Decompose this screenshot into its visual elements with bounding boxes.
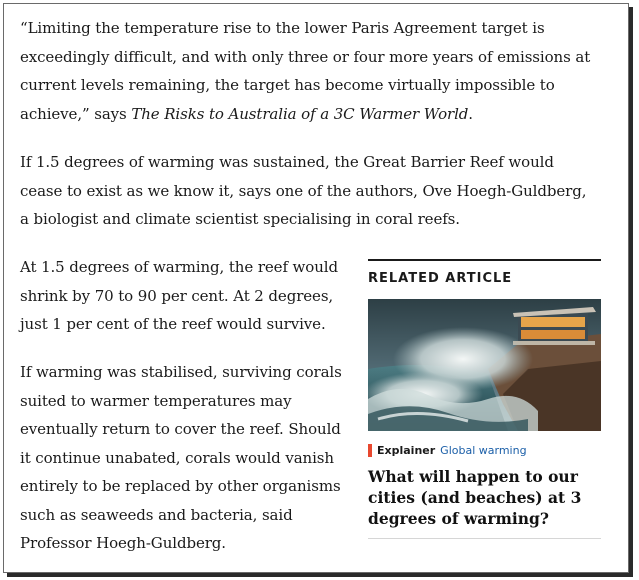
related-bottom-rule	[368, 538, 601, 539]
related-article-image[interactable]	[368, 299, 601, 431]
topic-link-global-warming[interactable]: Global warming	[440, 443, 527, 457]
article-paragraph-4: If warming was stabilised, surviving corals suited to warmer temperatures may eventually return to cover the reef. Should it continue unabated, corals would vanish entirely to be replaced by other organisms such as seaweeds and bacteria, said Professor Hoegh-Guldberg.	[20, 363, 342, 552]
article-paragraph-2: If 1.5 degrees of warming was sustained, the Great Barrier Reef would cease to exist as we know it, says one of the authors, Ove Hoegh-Guldberg, a biologist and climate scientist specialising in coral reefs.	[20, 153, 587, 228]
related-top-rule	[368, 259, 601, 261]
paragraph-1-text: “Limiting the temperature rise to the lower Paris Agreement target is exceedingly difficult, and with only three or four more years of emissions at current levels remaining, the target has become virtually impossible to achieve,” says	[20, 19, 591, 123]
article-paragraph-3: At 1.5 degrees of warming, the reef would shrink by 70 to 90 per cent. At 2 degrees, just 1 per cent of the reef would survive.	[20, 258, 338, 333]
related-article-heading: RELATED ARTICLE	[368, 271, 513, 286]
related-article-box	[368, 259, 601, 539]
paragraph-1-end: .	[468, 104, 473, 123]
related-article-headline[interactable]: What will happen to our cities (and beaches) at 3 degrees of warming?	[368, 467, 582, 528]
article-paragraph-1	[20, 14, 605, 128]
explainer-tag: Explainer	[377, 443, 436, 457]
related-tag-row	[368, 442, 601, 458]
report-title-link[interactable]: The Risks to Australia of a 3C Warmer World	[131, 104, 469, 123]
article-frame	[3, 3, 629, 573]
explainer-tag-marker	[368, 444, 372, 457]
